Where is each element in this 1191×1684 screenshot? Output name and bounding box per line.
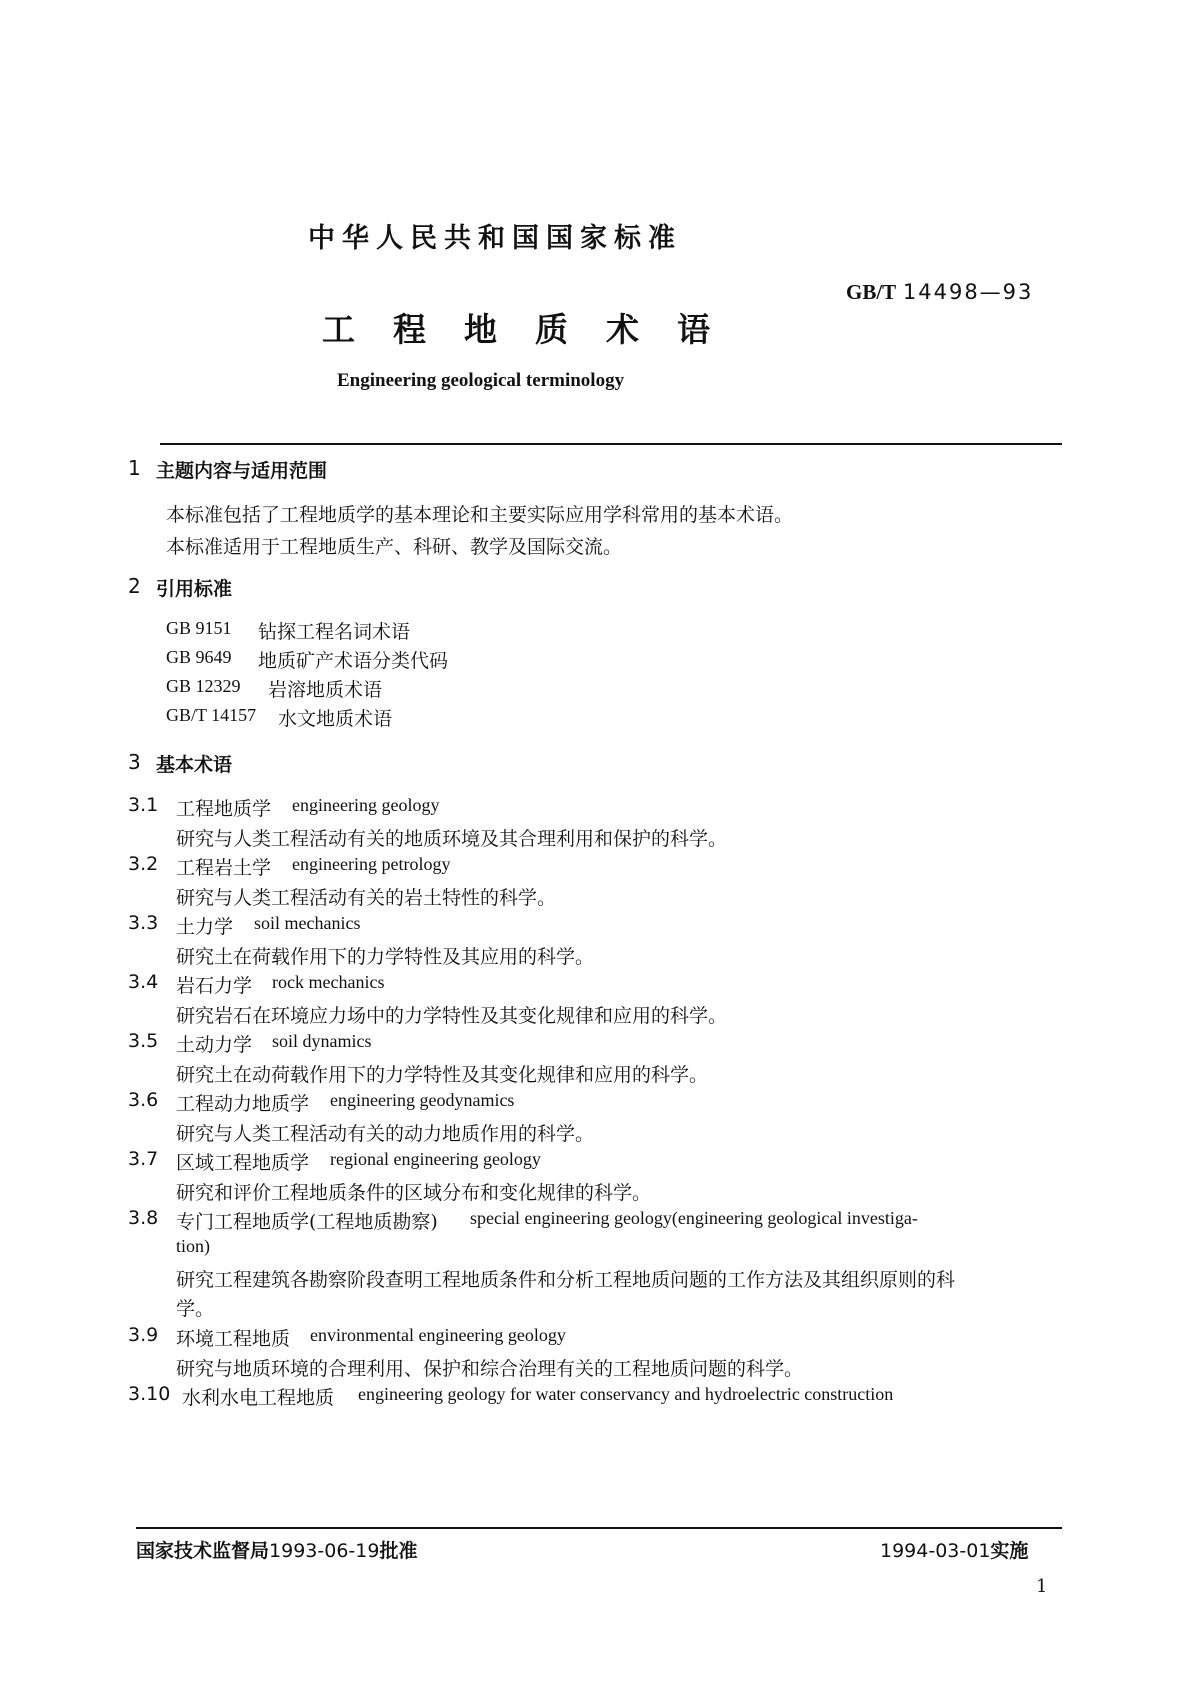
term-definition: 研究与人类工程活动有关的动力地质作用的科学。 [176,1123,595,1145]
term-number: 3.6 [128,1089,159,1111]
section-title: 基本术语 [156,754,233,776]
scope-paragraph: 本标准适用于工程地质生产、科研、教学及国际交流。 [166,536,623,558]
approval-date: 1993-06-19 [269,1540,380,1562]
term-name-en: soil mechanics [254,913,361,933]
standard-code [846,280,1033,305]
term-definition: 学。 [176,1298,215,1320]
reference-name: 岩溶地质术语 [268,679,383,701]
effective-line [880,1536,1028,1563]
approval-word: 批准 [379,1540,418,1562]
term-number: 3.2 [128,853,159,875]
term-definition: 研究岩石在环境应力场中的力学特性及其变化规律和应用的科学。 [176,1005,728,1027]
standard-code-number: 14498—93 [902,280,1034,304]
term-name-en: engineering geology for water conservancy and hydroelectric construction [358,1384,894,1404]
section-number: 1 [128,456,141,480]
document-title-cn: 工程地质术语 [322,310,748,349]
term-number: 3.5 [128,1030,159,1052]
national-standard-label: 中华人民共和国国家标准 [308,223,682,254]
term-name-en: environmental engineering geology [310,1325,566,1345]
term-name-cn: 专门工程地质学(工程地质勘察) [176,1211,438,1233]
term-number: 3.4 [128,971,159,993]
term-number: 3.10 [128,1383,171,1405]
effective-word: 实施 [990,1540,1029,1562]
term-name-en: special engineering geology(engineering geological investiga- [470,1208,918,1228]
term-name-en: engineering geodynamics [330,1090,515,1110]
header-divider [160,443,1062,445]
document-title-en: Engineering geological terminology [337,370,625,391]
reference-code: GB 9649 [166,647,232,667]
reference-code: GB 12329 [166,676,241,696]
approval-line [136,1536,417,1563]
term-number: 3.1 [128,794,159,816]
reference-name: 水文地质术语 [278,708,393,730]
reference-name: 钻探工程名词术语 [258,621,411,643]
term-definition: 研究土在荷载作用下的力学特性及其应用的科学。 [176,946,595,968]
term-name-cn: 工程地质学 [176,798,272,820]
term-name-en: engineering geology [292,795,440,815]
term-definition: 研究工程建筑各勘察阶段查明工程地质条件和分析工程地质问题的工作方法及其组织原则的科 [176,1269,956,1291]
section-title: 主题内容与适用范围 [156,460,328,482]
term-name-cn: 工程动力地质学 [176,1093,310,1115]
term-name-en: soil dynamics [272,1031,372,1051]
section-title: 引用标准 [156,578,233,600]
reference-code: GB/T 14157 [166,705,257,725]
term-name-cn: 环境工程地质 [176,1328,291,1350]
standard-code-prefix: GB/T [846,280,897,304]
section-number: 2 [128,574,141,598]
term-number: 3.7 [128,1148,159,1170]
reference-code: GB 9151 [166,618,232,638]
term-definition: 研究与人类工程活动有关的岩土特性的科学。 [176,887,557,909]
term-name-cn: 土动力学 [176,1034,253,1056]
term-number: 3.8 [128,1207,159,1229]
scope-paragraph: 本标准包括了工程地质学的基本理论和主要实际应用学科常用的基本术语。 [166,504,794,526]
effective-date: 1994-03-01 [880,1540,991,1562]
page-number: 1 [1036,1576,1048,1597]
term-name-cn: 土力学 [176,916,234,938]
term-name-en: rock mechanics [272,972,385,992]
term-name-cn: 岩石力学 [176,975,253,997]
term-name-en: engineering petrology [292,854,451,874]
term-number: 3.9 [128,1324,159,1346]
term-name-cn: 区域工程地质学 [176,1152,310,1174]
section-number: 3 [128,750,141,774]
approval-org: 国家技术监督局 [136,1540,270,1562]
term-name-cn: 水利水电工程地质 [182,1387,335,1409]
term-definition: 研究与人类工程活动有关的地质环境及其合理利用和保护的科学。 [176,828,728,850]
term-number: 3.3 [128,912,159,934]
term-name-cn: 工程岩土学 [176,857,272,879]
term-definition: 研究与地质环境的合理利用、保护和综合治理有关的工程地质问题的科学。 [176,1358,804,1380]
footer-divider [136,1527,1062,1529]
term-name-en: regional engineering geology [330,1149,541,1169]
term-name-en-continuation: tion) [176,1236,210,1256]
term-definition: 研究和评价工程地质条件的区域分布和变化规律的科学。 [176,1182,652,1204]
term-definition: 研究土在动荷载作用下的力学特性及其变化规律和应用的科学。 [176,1064,709,1086]
reference-name: 地质矿产术语分类代码 [258,650,449,672]
